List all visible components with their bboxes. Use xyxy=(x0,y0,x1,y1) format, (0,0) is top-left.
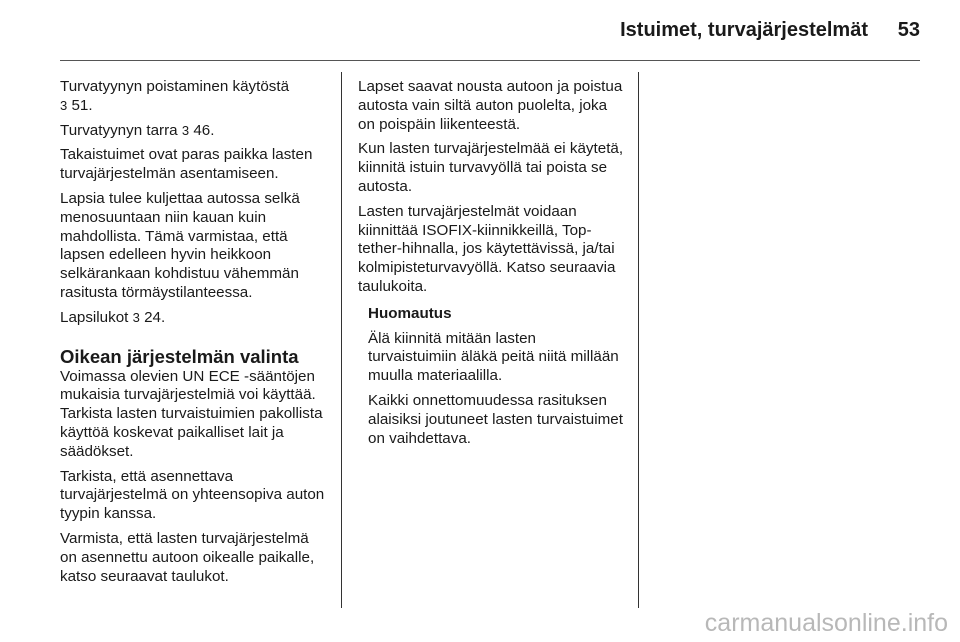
text-column-left xyxy=(60,78,328,592)
note-box xyxy=(368,305,626,449)
page-reference-arrow-icon: 3 xyxy=(60,97,68,113)
paragraph-airbag-deactivation xyxy=(60,78,328,116)
page-reference-arrow-icon: 3 xyxy=(132,309,140,325)
page-reference[interactable]: 46. xyxy=(193,121,215,139)
page-title: Istuimet, turvajärjestelmät xyxy=(620,19,868,41)
watermark: carmanualsonline.info xyxy=(704,609,948,637)
paragraph-airbag-label xyxy=(60,122,328,141)
column-divider-right xyxy=(638,72,639,608)
paragraph: Takaistuimet ovat paras paikka lasten turvajärjestelmän asentamiseen. xyxy=(60,146,313,183)
paragraph: Tarkista, että asennettava turvajärjestelmä on yhteensopiva auton tyypin kanssa. xyxy=(60,467,325,523)
page-reference[interactable]: 24. xyxy=(144,308,166,326)
note-paragraph: Kaikki onnettomuudessa rasituksen alaisiksi joutuneet lasten turvaistuimet on vaihdettava. xyxy=(368,391,623,447)
paragraph: Voimassa olevien UN ECE -sääntöjen mukaisia turvajärjestelmiä voi käyttää. Tarkista lasten turvaistuimien pakollista käyttöä koskevat paikalliset lait ja säädökset. xyxy=(60,367,323,460)
paragraph-text: Turvatyynyn poistaminen käytöstä xyxy=(60,78,290,95)
paragraph: Lapset saavat nousta autoon ja poistua autosta vain siltä auton puolelta, joka on poispäin liikenteestä. xyxy=(358,78,623,133)
text-column-middle xyxy=(358,78,626,454)
paragraph: Varmista, että lasten turvajärjestelmä on asennettu autoon oikealle paikalle, katso seuraavat taulukot. xyxy=(60,529,315,585)
page-header xyxy=(0,0,960,62)
paragraph: Kun lasten turvajärjestelmää ei käytetä, kiinnitä istuin turvavyöllä tai poista se autosta. xyxy=(358,140,624,195)
paragraph: Lapsia tulee kuljettaa autossa selkä menosuuntaan niin kauan kuin mahdollista. Tämä varmistaa, että lapsen edelleen hyvin heikkoon selkärankaan kohdistuu vähemmän rasitusta törmäystilanteessa. xyxy=(60,189,300,301)
paragraph-text: Lapsilukot xyxy=(60,308,129,326)
header-divider xyxy=(60,60,920,61)
paragraph-child-locks xyxy=(60,309,328,328)
note-title: Huomautus xyxy=(368,304,452,322)
page-number: 53 xyxy=(897,19,920,41)
column-divider-left xyxy=(341,72,342,608)
paragraph-text: Turvatyynyn tarra xyxy=(60,121,178,139)
note-paragraph: Älä kiinnitä mitään lasten turvaistuimiin äläkä peitä niitä millään muulla materiaalilla. xyxy=(368,329,619,385)
paragraph: Lasten turvajärjestelmät voidaan kiinnittää ISOFIX-kiinnikkeillä, Top-tether-hihnalla, jos käytettävissä, ja/tai kolmipisteturvavyöllä. Katso seuraavia taulukoita. xyxy=(358,202,616,295)
section-heading: Oikean järjestelmän valinta xyxy=(60,345,299,367)
page-reference[interactable]: 51. xyxy=(71,96,93,114)
page-reference-arrow-icon: 3 xyxy=(181,122,190,138)
